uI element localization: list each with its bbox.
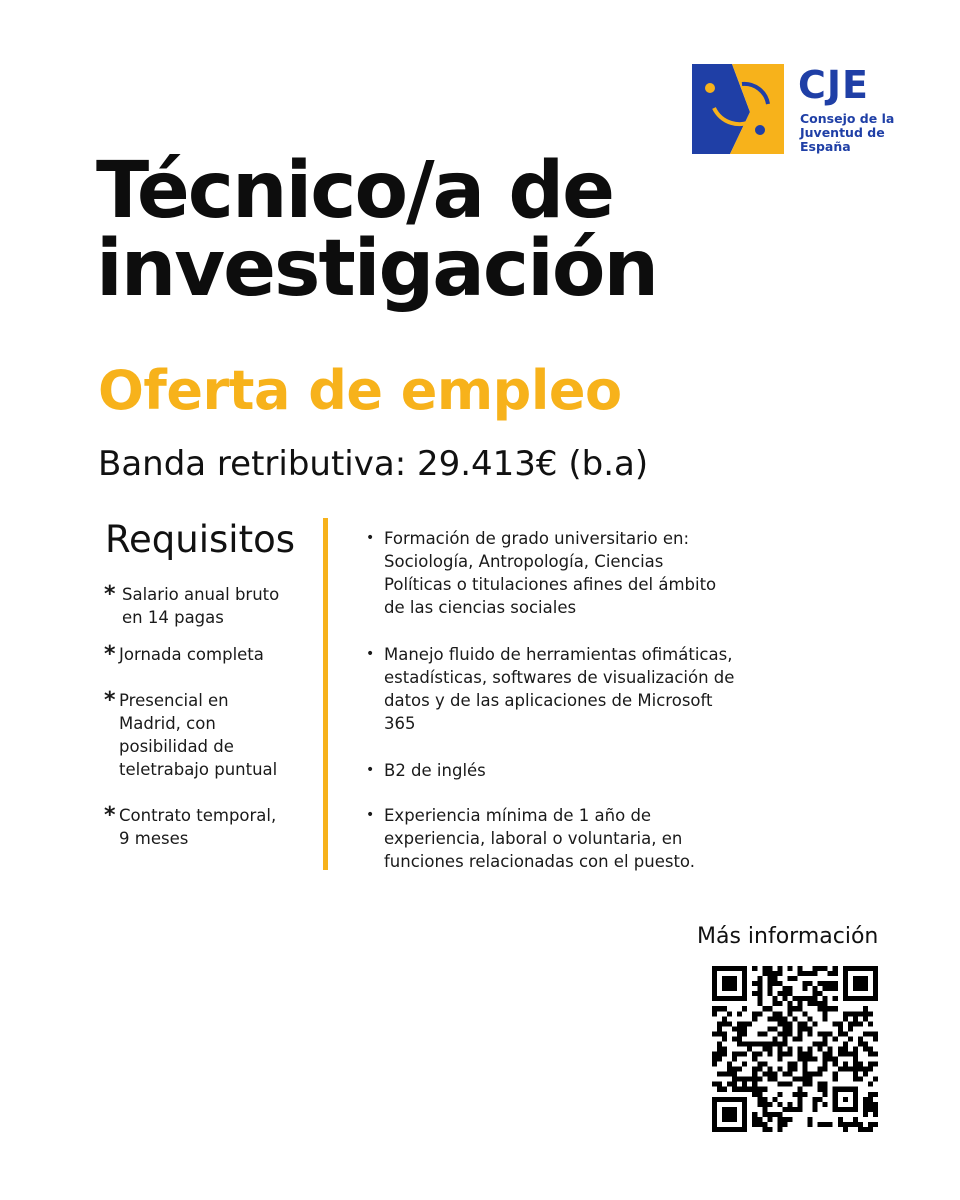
condition-text: Salario anual bruto en 14 pagas (122, 585, 280, 627)
requirement-text: Manejo fluido de herramientas ofimáticas, estadísticas, softwares de visualización de datos y de las aplicaciones de Microsoft 365 (384, 645, 735, 733)
more-info-label: Más información (697, 924, 879, 949)
bullet-icon: • (366, 646, 375, 662)
logo-organization-name: Consejo de la Juventud de España (800, 111, 895, 154)
title-line-1: Técnico/a de (96, 146, 614, 236)
page-title (96, 146, 658, 314)
asterisk-icon: * (104, 642, 116, 667)
logo-acronym: CJE (798, 63, 869, 107)
yellow-divider (323, 518, 328, 870)
bullet-icon: • (366, 762, 375, 778)
cje-logo-icon (692, 64, 784, 154)
condition-text: Jornada completa (119, 645, 264, 664)
condition-text: Contrato temporal, 9 meses (119, 806, 277, 848)
title-line-2: investigación (96, 224, 658, 314)
requirement-text: B2 de inglés (384, 761, 486, 780)
asterisk-icon: * (104, 582, 116, 607)
condition-text: Presencial en Madrid, con posibilidad de teletrabajo puntual (119, 691, 278, 779)
bullet-icon: • (366, 530, 375, 546)
requirements-heading: Requisitos (105, 518, 296, 561)
requirement-text: Experiencia mínima de 1 año de experiencia, laboral o voluntaria, en funciones relacionadas con el puesto. (384, 806, 695, 871)
asterisk-icon: * (104, 803, 116, 828)
salary-band: Banda retributiva: 29.413€ (b.a) (98, 444, 649, 484)
asterisk-icon: * (104, 688, 116, 713)
bullet-icon: • (366, 807, 375, 823)
requirement-text: Formación de grado universitario en: Sociología, Antropología, Ciencias Políticas o titulaciones afines del ámbito de las ciencias sociales (384, 529, 717, 617)
job-offer-subtitle: Oferta de empleo (98, 359, 622, 422)
qr-code-icon[interactable] (712, 966, 878, 1132)
cje-logo (692, 64, 922, 160)
